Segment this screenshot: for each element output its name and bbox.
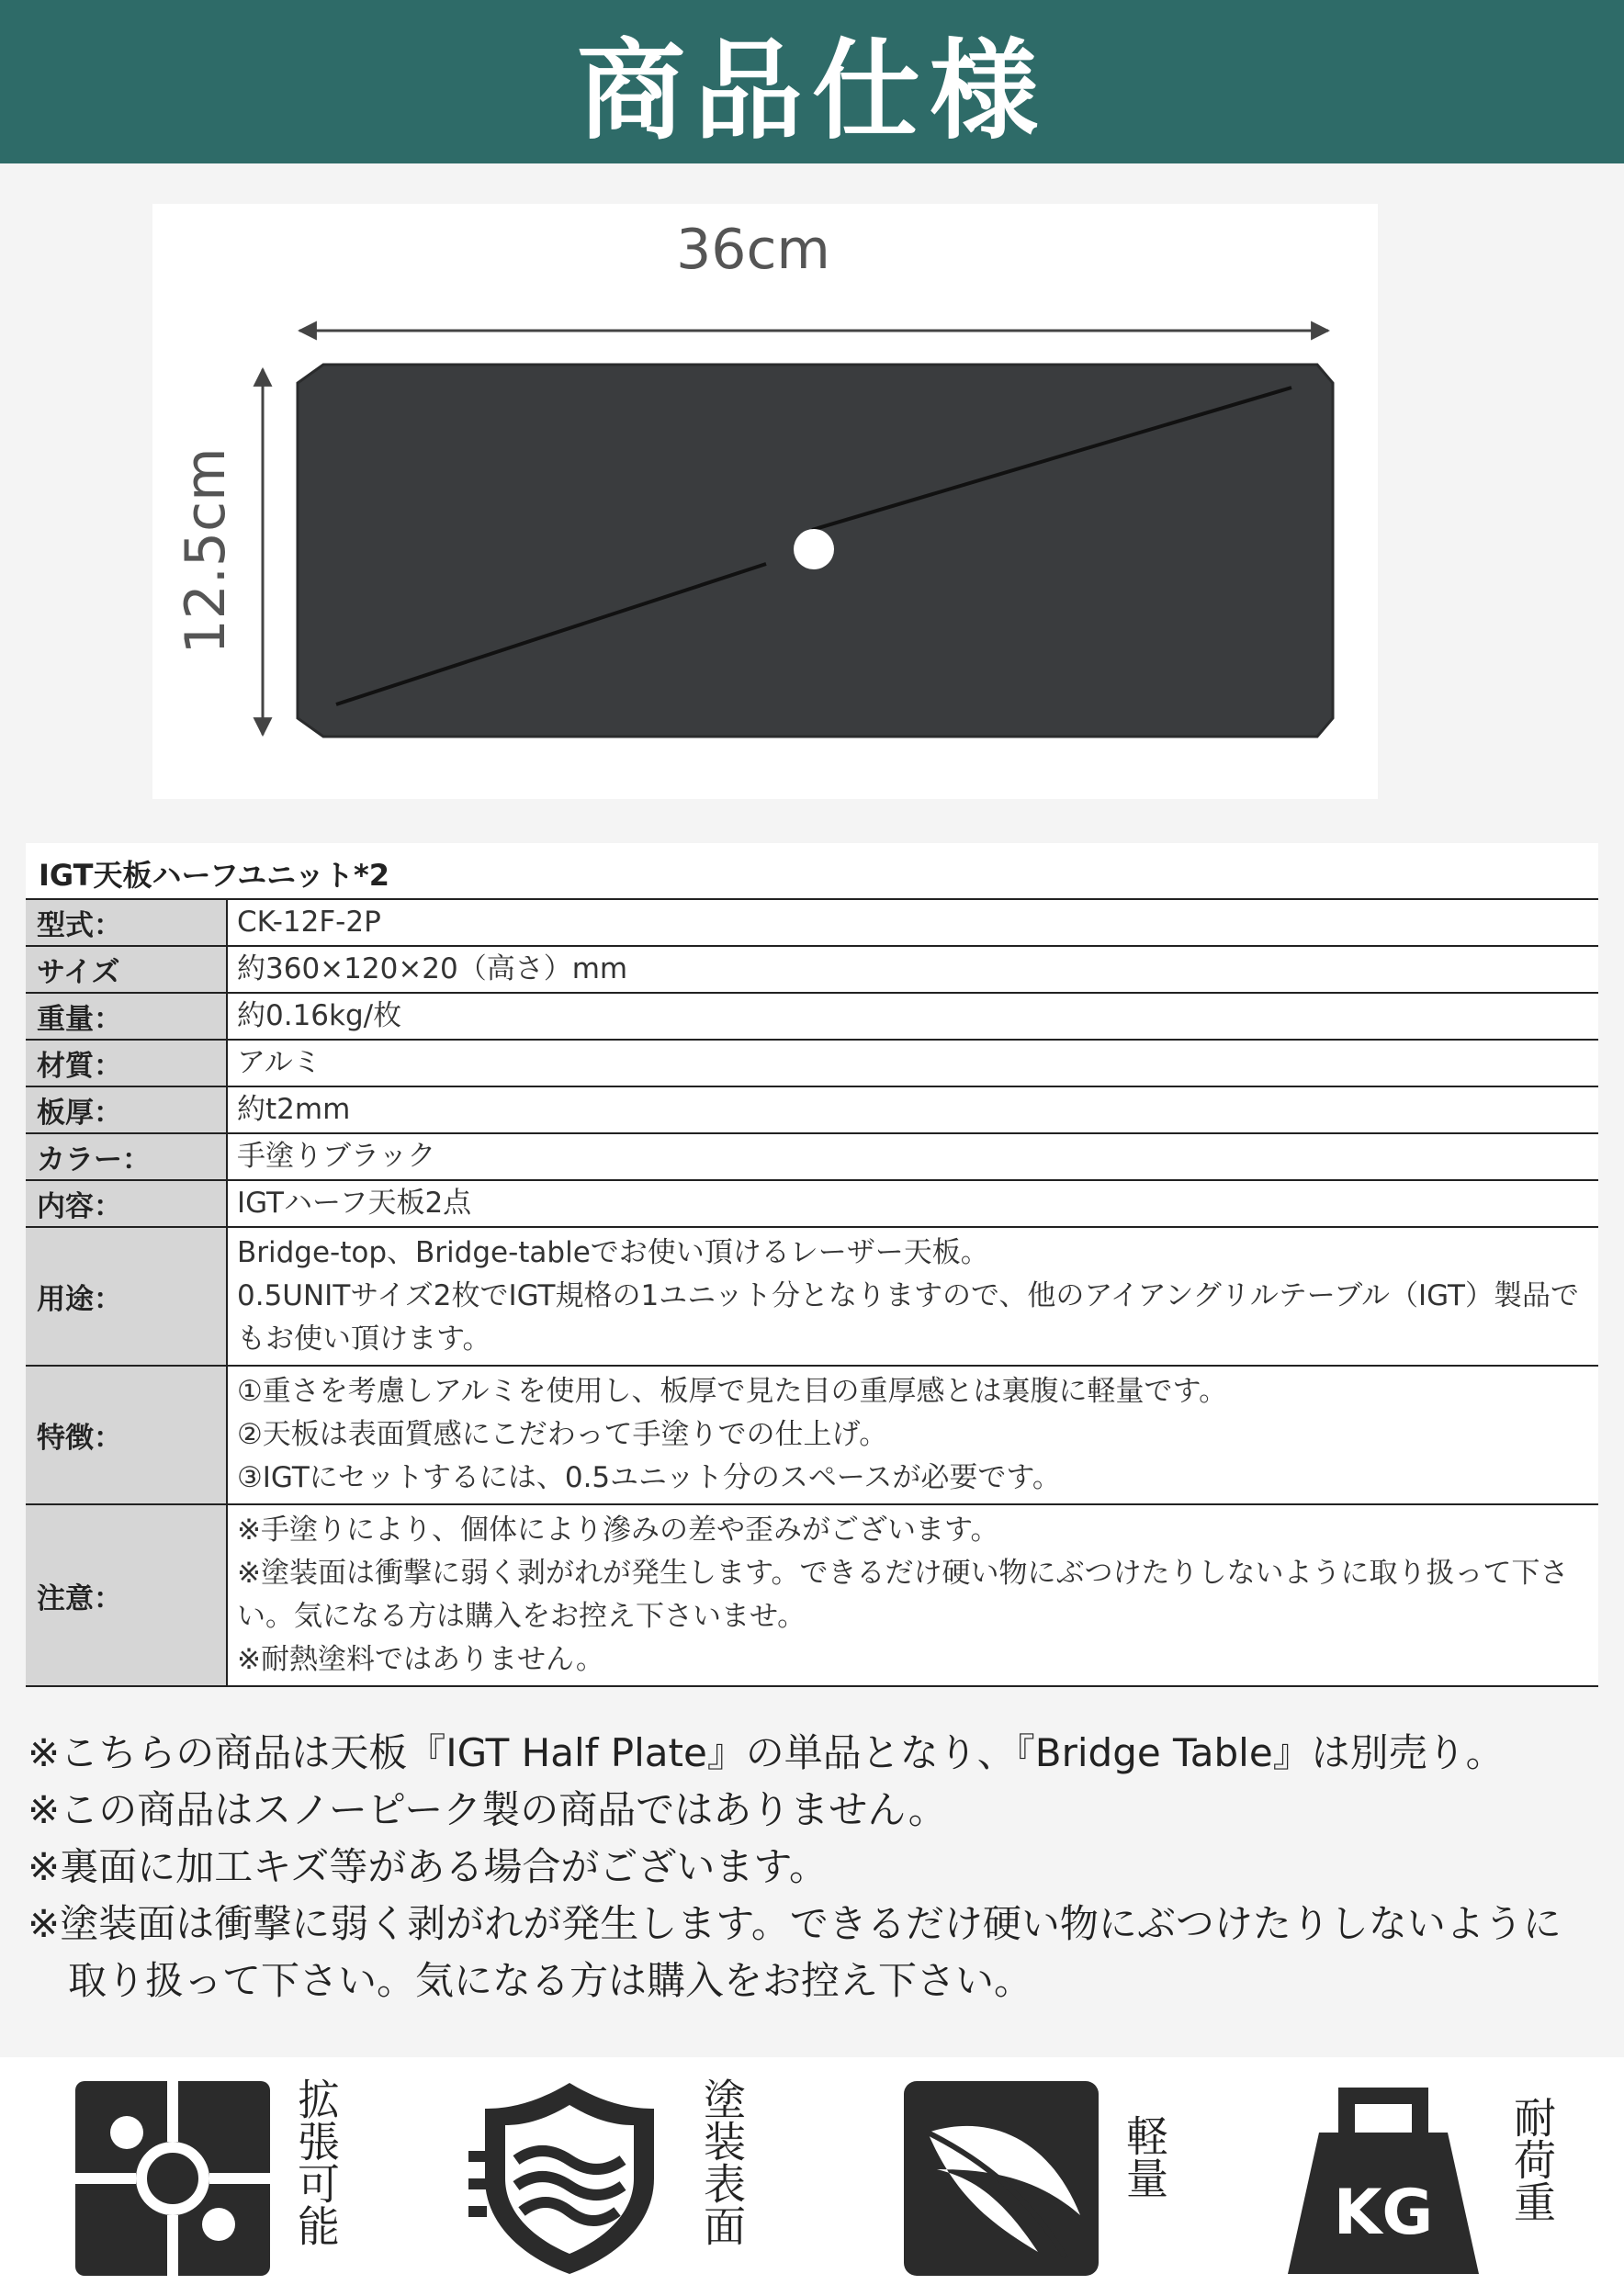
puzzle-icon: [72, 2077, 274, 2279]
width-dimension-label: 36cm: [676, 218, 830, 282]
spec-row-model: [26, 900, 1598, 946]
spec-label: 型式：: [26, 900, 227, 946]
spec-value: IGTハーフ天板2点: [227, 1180, 1598, 1227]
feature-coated-surface: [468, 2077, 762, 2289]
spec-value: Bridge-top、Bridge-tableでお使い頂けるレーザー天板。 0.5UNITサイズ2枚でIGT規格の1ユニット分となりますので、他のアイアングリルテーブル（IGT）製品でもお使い頂けます。: [227, 1227, 1598, 1366]
spec-table: [26, 843, 1598, 1687]
feather-icon: [900, 2077, 1102, 2279]
feature-label: 耐荷重: [1507, 2096, 1557, 2223]
feature-label: 軽量: [1120, 2114, 1169, 2199]
spec-value: ①重さを考慮しアルミを使用し、板厚で見た目の重厚感とは裏腹に軽量です。 ②天板は表面質感にこだわって手塗りでの仕上げ。 ③IGTにセットするには、0.5ユニット分のスペースが必要です。: [227, 1366, 1598, 1504]
note-item: ※塗装面は衝撃に弱く剥がれが発生します。できるだけ硬い物にぶつけたりしないように取り扱って下さい。気になる方は購入をお控え下さい。: [28, 1901, 1562, 2003]
product-diagram: [152, 204, 1378, 799]
header-banner: [0, 0, 1624, 163]
weight-icon: [1282, 2077, 1484, 2279]
spec-row-color: [26, 1133, 1598, 1180]
note-item: ※こちらの商品は天板『IGT Half Plate』の単品となり、『Bridge Table』は別売り。: [28, 1730, 1505, 1775]
feature-label: 拡張可能: [291, 2077, 341, 2246]
spec-row-cautions: [26, 1504, 1598, 1686]
page-title: 商品仕様: [576, 28, 1047, 154]
shield-icon: [468, 2077, 671, 2279]
feature-expandable: [72, 2077, 366, 2289]
spec-value: 手塗りブラック: [227, 1133, 1598, 1180]
spec-row-usage: [26, 1227, 1598, 1366]
feature-lightweight: [900, 2077, 1194, 2289]
spec-label: 特徴：: [26, 1366, 227, 1504]
spec-value: ※手塗りにより、個体により滲みの差や歪みがございます。 ※塗装面は衝撃に弱く剥がれが発生します。できるだけ硬い物にぶつけたりしないように取り扱って下さい。気になる方は購入をお控え下さいませ。 ※耐熱塗料ではありません。: [227, 1504, 1598, 1686]
spec-row-contents: [26, 1180, 1598, 1227]
spec-value: 約t2mm: [227, 1086, 1598, 1133]
height-dimension-label: 12.5cm: [174, 447, 238, 655]
product-image: [152, 204, 1378, 799]
spec-label: 板厚：: [26, 1086, 227, 1133]
spec-row-weight: [26, 993, 1598, 1040]
spec-label: カラー：: [26, 1133, 227, 1180]
plate-center-hole: [794, 529, 834, 569]
feature-label: 塗装表面: [697, 2077, 747, 2246]
weight-icon-text: KG: [1333, 2177, 1434, 2249]
spec-label: 内容：: [26, 1180, 227, 1227]
spec-row-thickness: [26, 1086, 1598, 1133]
spec-row-material: [26, 1040, 1598, 1086]
spec-label: 用途：: [26, 1227, 227, 1366]
feature-load-capacity: [1282, 2077, 1595, 2289]
spec-row-features: [26, 1366, 1598, 1504]
spec-value: 約0.16kg/枚: [227, 993, 1598, 1040]
spec-value: CK-12F-2P: [227, 900, 1598, 946]
spec-label: 材質：: [26, 1040, 227, 1086]
note-item: ※裏面に加工キズ等がある場合がございます。: [28, 1844, 828, 1889]
notes-list: [28, 1725, 1598, 2009]
spec-value: 約360×120×20（高さ）mm: [227, 946, 1598, 993]
note-item: ※この商品はスノーピーク製の商品ではありません。: [28, 1787, 947, 1832]
spec-label: 注意：: [26, 1504, 227, 1686]
spec-label: 重量：: [26, 993, 227, 1040]
spec-value: アルミ: [227, 1040, 1598, 1086]
spec-table-caption: IGT天板ハーフユニット*2: [26, 843, 1598, 900]
spec-label: サイズ: [26, 946, 227, 993]
spec-row-size: [26, 946, 1598, 993]
feature-icons: [0, 2057, 1624, 2296]
